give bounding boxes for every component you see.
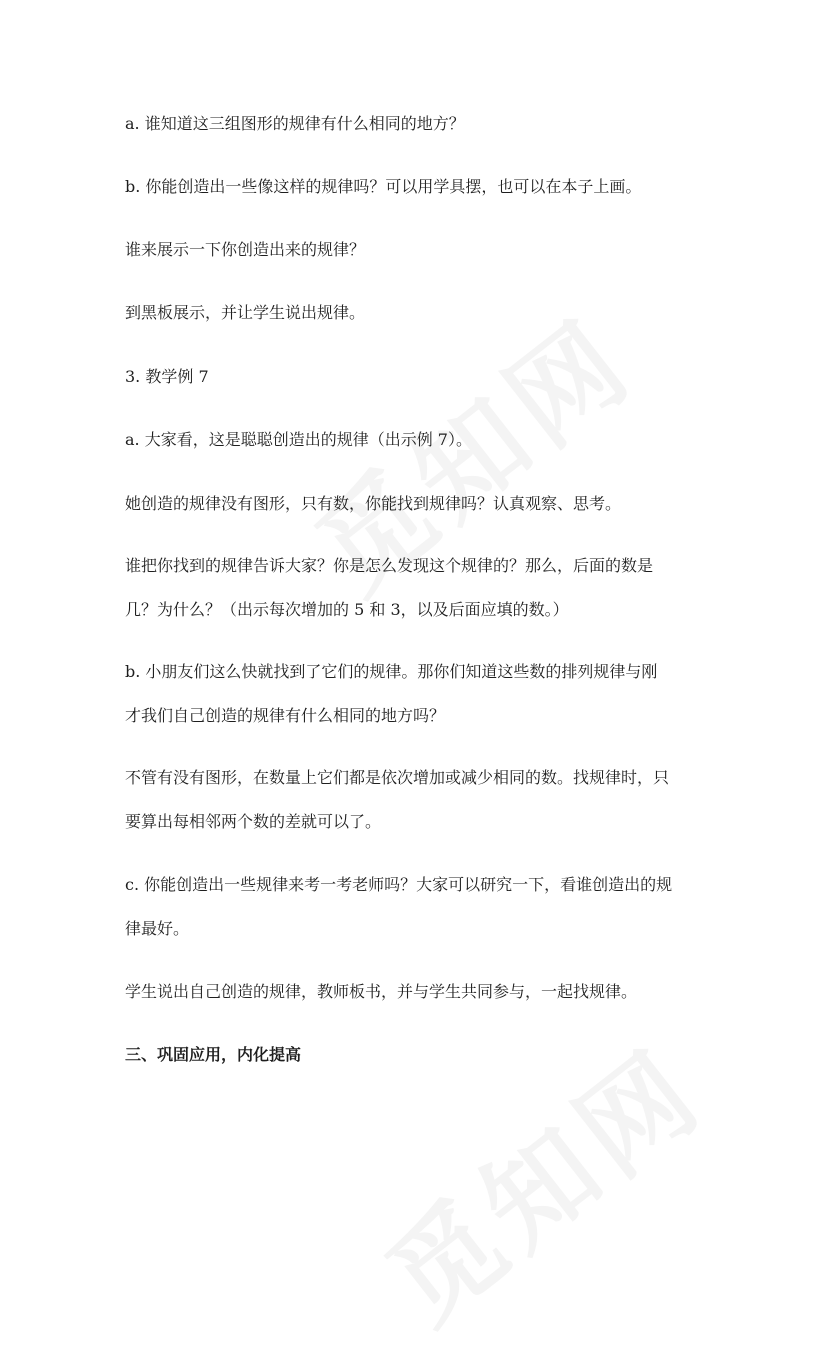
text-line: 才我们自己创造的规律有什么相同的地方吗？ [125, 706, 446, 725]
section-heading: 三、巩固应用，内化提高 [125, 1045, 302, 1064]
text-line: 谁来展示一下你创造出来的规律？ [125, 240, 366, 259]
text-line: c. 你能创造出一些规律来考一考老师吗？大家可以研究一下，看谁创造出的规 [125, 875, 673, 894]
text-line: 不管有没有图形，在数量上它们都是依次增加或减少相同的数。找规律时，只 [125, 768, 670, 787]
text-line: 到黑板展示，并让学生说出规律。 [125, 303, 366, 322]
text-line: 律最好。 [125, 919, 190, 938]
text-line: 谁把你找到的规律告诉大家？你是怎么发现这个规律的？那么，后面的数是 [125, 556, 654, 575]
text-line: a. 谁知道这三组图形的规律有什么相同的地方？ [125, 114, 465, 133]
text-line: 学生说出自己创造的规律，教师板书，并与学生共同参与，一起找规律。 [125, 982, 638, 1001]
section-heading: 3. 教学例 7 [125, 367, 209, 386]
text-line: 她创造的规律没有图形，只有数，你能找到规律吗？认真观察、思考。 [125, 494, 622, 513]
text-line: a. 大家看，这是聪聪创造出的规律（出示例 7）。 [125, 430, 472, 449]
text-line: b. 你能创造出一些像这样的规律吗？可以用学具摆，也可以在本子上画。 [125, 177, 642, 196]
text-line: 要算出每相邻两个数的差就可以了。 [125, 812, 382, 831]
text-line: b. 小朋友们这么快就找到了它们的规律。那你们知道这些数的排列规律与刚 [125, 662, 658, 681]
text-line: 几？为什么？（出示每次增加的 5 和 3，以及后面应填的数。） [125, 600, 569, 619]
watermark-lower [350, 1006, 731, 1352]
